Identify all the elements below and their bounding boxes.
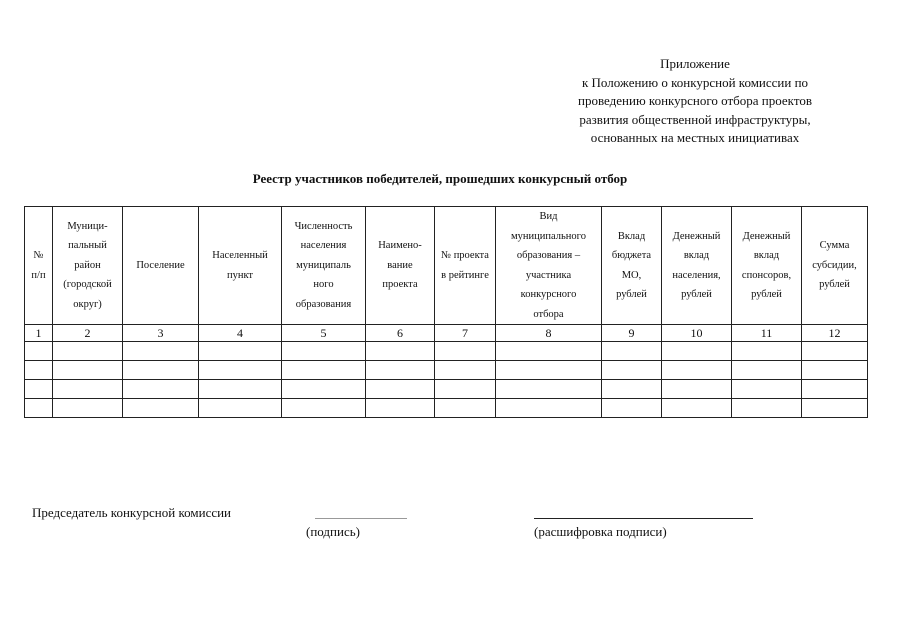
table-cell — [366, 361, 435, 380]
table-cell — [123, 342, 199, 361]
header-row — [25, 207, 868, 325]
table-cell — [602, 361, 662, 380]
table-cell — [435, 399, 496, 418]
table-cell — [732, 399, 802, 418]
column-header-locality: Населенный пункт — [199, 207, 282, 325]
table-row — [25, 342, 868, 361]
table-cell — [25, 380, 53, 399]
table-cell — [282, 399, 366, 418]
table-cell — [25, 361, 53, 380]
table-cell — [366, 380, 435, 399]
table-cell — [282, 380, 366, 399]
table-cell — [662, 380, 732, 399]
column-number: 2 — [53, 325, 123, 342]
appendix-block — [540, 55, 850, 148]
table-cell — [496, 380, 602, 399]
table-cell — [366, 342, 435, 361]
table-cell — [662, 361, 732, 380]
table-cell — [199, 361, 282, 380]
table-cell — [199, 342, 282, 361]
column-header-number: № п/п — [25, 207, 53, 325]
table-row — [25, 361, 868, 380]
chairman-label: Председатель конкурсной комиссии — [32, 505, 232, 520]
column-number: 3 — [123, 325, 199, 342]
column-header-sponsor-contribution: Денежный вклад спонсоров, рублей — [732, 207, 802, 325]
table-cell — [496, 399, 602, 418]
table-cell — [602, 342, 662, 361]
column-number: 11 — [732, 325, 802, 342]
column-number: 6 — [366, 325, 435, 342]
table-cell — [732, 361, 802, 380]
appendix-line: к Положению о конкурсной комиссии по — [581, 74, 809, 90]
table-cell — [282, 361, 366, 380]
table-cell — [53, 342, 123, 361]
table-cell — [199, 399, 282, 418]
table-cell — [25, 342, 53, 361]
table-cell — [732, 342, 802, 361]
appendix-line: основанных на местных инициативах — [590, 130, 800, 146]
table-cell — [282, 342, 366, 361]
table-row — [25, 399, 868, 418]
column-number: 10 — [662, 325, 732, 342]
registry-table — [24, 206, 868, 418]
table-cell — [802, 361, 868, 380]
table-cell — [53, 361, 123, 380]
column-number: 7 — [435, 325, 496, 342]
table-cell — [662, 399, 732, 418]
column-header-budget-contribution: Вклад бюджета МО, рублей — [602, 207, 662, 325]
column-header-municipality-type: Вид муниципального образования – участника конкурсного отбора — [496, 207, 602, 325]
table-cell — [25, 399, 53, 418]
column-number: 8 — [496, 325, 602, 342]
column-header-district: Муници- пальный район (городской округ) — [53, 207, 123, 325]
column-header-project-name: Наимено- вание проекта — [366, 207, 435, 325]
column-header-project-rank: № проекта в рейтинге — [435, 207, 496, 325]
column-number: 4 — [199, 325, 282, 342]
table-cell — [802, 380, 868, 399]
table-row — [25, 380, 868, 399]
table-cell — [199, 380, 282, 399]
table-cell — [602, 380, 662, 399]
table-cell — [802, 399, 868, 418]
column-number-row — [25, 325, 868, 342]
signature-caption: (подпись) — [306, 524, 360, 539]
table-cell — [732, 380, 802, 399]
appendix-line: проведению конкурсного отбора проектов — [578, 93, 812, 109]
table-cell — [53, 399, 123, 418]
table-cell — [123, 380, 199, 399]
table-cell — [53, 380, 123, 399]
table-cell — [496, 361, 602, 380]
column-number: 12 — [802, 325, 868, 342]
document-title: Реестр участников победителей, прошедших конкурсный отбор — [252, 171, 628, 186]
table-cell — [435, 361, 496, 380]
column-header-subsidy-amount: Сумма субсидии, рублей — [802, 207, 868, 325]
signature-line — [315, 518, 407, 519]
signature-decoding-line — [534, 518, 753, 519]
appendix-line: Приложение — [660, 56, 730, 71]
table-cell — [662, 342, 732, 361]
table-cell — [435, 342, 496, 361]
column-number: 9 — [602, 325, 662, 342]
appendix-line: развития общественной инфраструктуры, — [579, 111, 811, 127]
signature-decoding-caption: (расшифровка подписи) — [534, 524, 667, 539]
table-cell — [602, 399, 662, 418]
table-cell — [435, 380, 496, 399]
table-cell — [496, 342, 602, 361]
table-cell — [123, 399, 199, 418]
column-number: 5 — [282, 325, 366, 342]
table-cell — [123, 361, 199, 380]
column-header-population-contribution: Денежный вклад населения, рублей — [662, 207, 732, 325]
table-cell — [802, 342, 868, 361]
column-header-population: Численность населения муниципаль ного образования — [282, 207, 366, 325]
table-cell — [366, 399, 435, 418]
column-header-settlement: Поселение — [123, 207, 199, 325]
column-number: 1 — [25, 325, 53, 342]
